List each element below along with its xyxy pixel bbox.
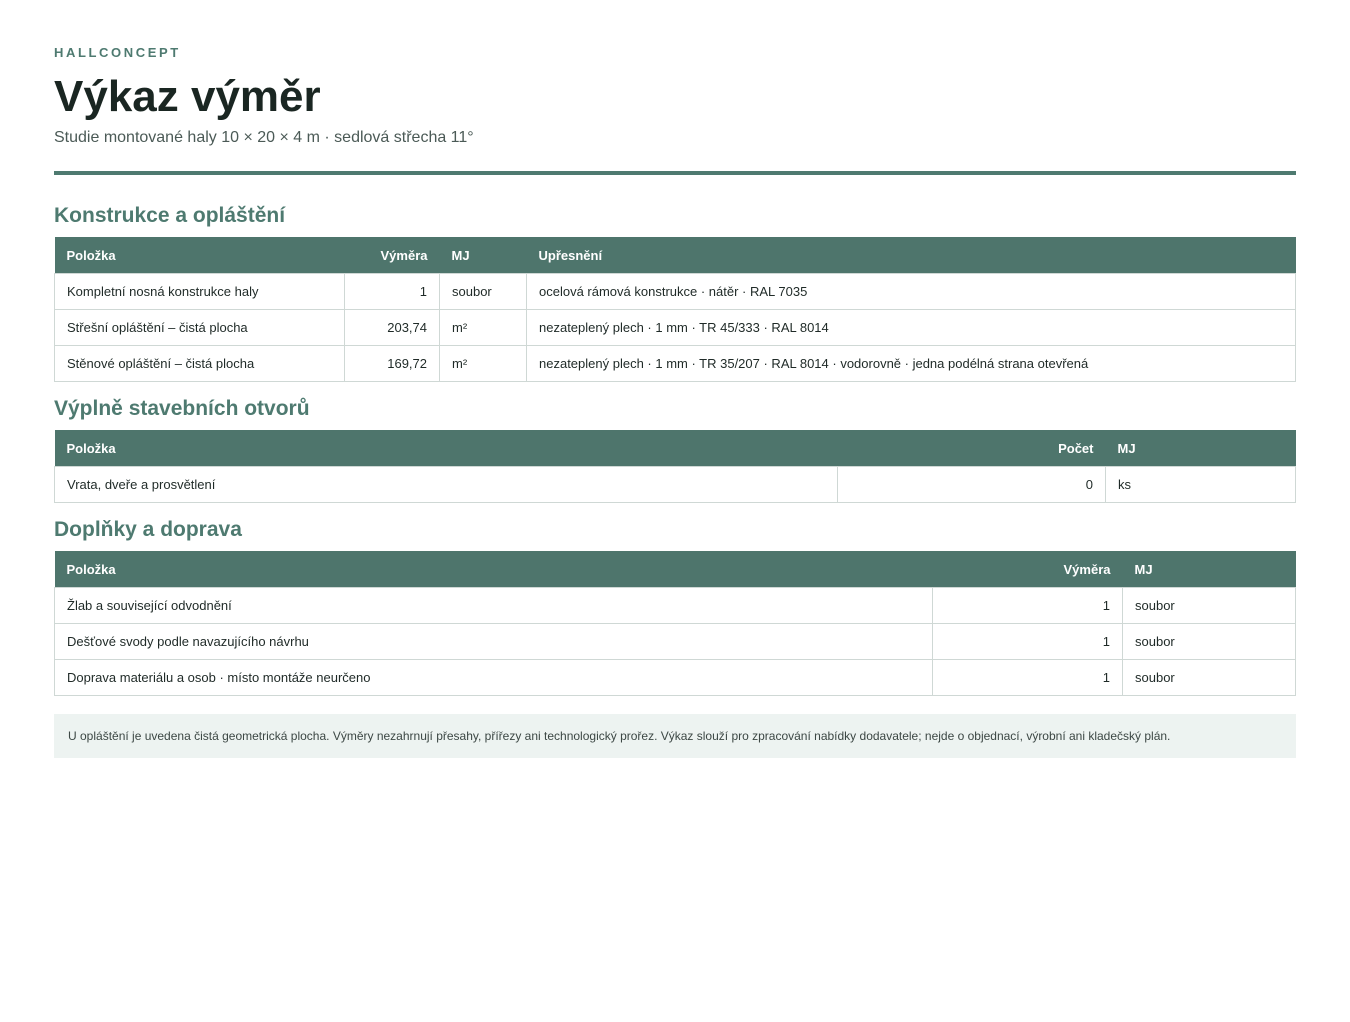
cell-vymera: 169,72 [345,346,440,382]
table-row [55,467,1296,503]
table-konstrukce [54,237,1296,382]
cell-polozka: Střešní opláštění – čistá plocha [55,310,345,346]
section-title-vyplne: Výplně stavebních otvorů [54,397,310,420]
table-row [55,624,1296,660]
table-header-row [55,551,1296,588]
cell-upresneni: nezateplený plech · 1 mm · TR 45/333 · RAL 8014 [527,310,1296,346]
cell-upresneni: nezateplený plech · 1 mm · TR 35/207 · RAL 8014 · vodorovně · jedna podélná strana otevřená [527,346,1296,382]
header-divider [54,171,1296,175]
column-header-upresneni: Upřesnění [527,237,1296,274]
page-title: Výkaz výměr [54,72,321,121]
section-title-doplnky: Doplňky a doprava [54,518,242,541]
table-header-row [55,430,1296,467]
cell-vymera: 1 [345,274,440,310]
cell-mj: soubor [1123,588,1296,624]
column-header-vymera: Výměra [933,551,1123,588]
table-vyplne [54,430,1296,503]
table-row [55,346,1296,382]
cell-vymera: 1 [933,624,1123,660]
cell-mj: soubor [1123,660,1296,696]
cell-polozka: Kompletní nosná konstrukce haly [55,274,345,310]
section-title-konstrukce: Konstrukce a opláštění [54,204,286,227]
cell-polozka: Doprava materiálu a osob · místo montáže neurčeno [55,660,933,696]
page-subtitle: Studie montované haly 10 × 20 × 4 m · sedlová střecha 11° [54,129,474,146]
column-header-mj: MJ [1106,430,1296,467]
cell-polozka: Žlab a související odvodnění [55,588,933,624]
table-row [55,588,1296,624]
cell-pocet: 0 [838,467,1106,503]
cell-mj: ks [1106,467,1296,503]
cell-polozka: Stěnové opláštění – čistá plocha [55,346,345,382]
column-header-mj: MJ [1123,551,1296,588]
column-header-polozka: Položka [55,237,345,274]
column-header-pocet: Počet [838,430,1106,467]
cell-mj: m² [440,346,527,382]
table-row [55,660,1296,696]
table-row [55,274,1296,310]
cell-vymera: 203,74 [345,310,440,346]
cell-vymera: 1 [933,660,1123,696]
cell-mj: m² [440,310,527,346]
column-header-polozka: Položka [55,551,933,588]
cell-mj: soubor [1123,624,1296,660]
column-header-mj: MJ [440,237,527,274]
cell-polozka: Dešťové svody podle navazujícího návrhu [55,624,933,660]
cell-upresneni: ocelová rámová konstrukce · nátěr · RAL 7035 [527,274,1296,310]
footnote-box: U opláštění je uvedena čistá geometrická plocha. Výměry nezahrnují přesahy, přířezy ani technologický prořez. Výkaz slouží pro zpracování nabídky dodavatele; nejde o objednací, výrobní ani kladečský plán. [54,714,1296,758]
table-row [55,310,1296,346]
cell-vymera: 1 [933,588,1123,624]
column-header-polozka: Položka [55,430,838,467]
table-header-row [55,237,1296,274]
brand-label: HALLCONCEPT [54,45,181,60]
table-doplnky [54,551,1296,696]
cell-polozka: Vrata, dveře a prosvětlení [55,467,838,503]
column-header-vymera: Výměra [345,237,440,274]
cell-mj: soubor [440,274,527,310]
